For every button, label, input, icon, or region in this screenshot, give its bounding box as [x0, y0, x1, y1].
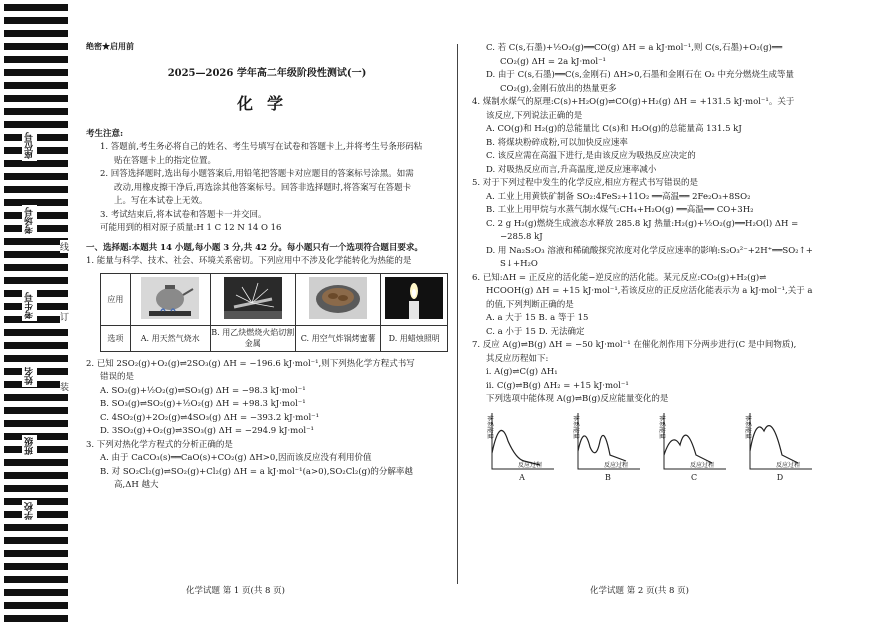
graph-axes: [750, 413, 812, 469]
graph-axes: [578, 413, 640, 469]
graph-energy-curve: [578, 435, 626, 461]
option-c: C. 用空气炸锅烤蜜薯: [295, 325, 380, 351]
question-line: 错误的是: [100, 372, 135, 382]
graph-axes: [664, 413, 726, 469]
question-1: 1. 能量与科学、技术、社会、环境关系密切。下列应用中不涉及化学能转化为热能的是: [86, 256, 412, 266]
binding-stripe: [4, 56, 68, 63]
binding-stripe: [4, 69, 68, 76]
binding-stripe: [4, 472, 68, 479]
question-line: ⅱ. C(g)⇌B(g) ΔH₂ = +15 kJ·mol⁻¹: [486, 380, 629, 391]
note-line: 可能用到的相对原子质量:H 1 C 12 N 14 O 16: [100, 223, 282, 233]
question-line: D. 用 Na₂S₂O₃ 溶液和稀硫酸探究浓度对化学反应速率的影响:S₂O₃²⁻+2H⁺══SO₂↑+: [486, 245, 813, 256]
exam-notes: [86, 128, 448, 236]
graph-option-label: A: [519, 472, 525, 482]
graph-ylabel: 体系能量: [744, 414, 751, 439]
question-line: 该反应,下列说法正确的是: [486, 110, 583, 121]
question-line: D. 由于 C(s,石墨)══C(s,金刚石) ΔH>0,石墨和金刚石在 O₂ 中充分燃烧生成等量: [486, 70, 795, 80]
binding-line-char: 装: [60, 380, 69, 393]
note-line: 改动,用橡皮擦干净后,再选涂其他答案标号。回答非选择题时,将答案写在答题卡: [114, 182, 412, 193]
binding-stripe: [4, 485, 68, 492]
graph-option-label: B: [605, 472, 611, 482]
binding-stripe: [4, 82, 68, 89]
binding-stripe: [4, 264, 68, 271]
questions-3-7: [472, 42, 834, 407]
binding-stripe: [4, 17, 68, 24]
graph-option-label: D: [776, 472, 784, 482]
binding-stripe: [4, 524, 68, 531]
table-head-application: 应用: [101, 273, 131, 325]
question-1-table: [100, 273, 448, 352]
note-line: 上。写在本试卷上无效。: [114, 196, 208, 206]
binding-stripe: [4, 589, 68, 596]
pic-airfryer: [295, 273, 380, 325]
binding-stripe: [4, 108, 68, 115]
question-line: A. SO₂(g)+½O₂(g)⇌SO₃(g) ΔH = −98.3 kJ·mol⁻¹: [100, 385, 306, 396]
binding-stripe: [4, 95, 68, 102]
binding-stripe: [4, 407, 68, 414]
note-line: 贴在答题卡上的指定位置。: [114, 155, 217, 166]
binding-line-char: 线: [60, 240, 69, 253]
question-line: D. 3SO₂(g)+O₂(g)⇌3SO₃(g) ΔH = −294.9 kJ·mol⁻¹: [100, 426, 314, 436]
question-line: CO₂(g) ΔH = 2a kJ·mol⁻¹: [500, 56, 606, 67]
pic-candle: [381, 273, 448, 325]
binding-stripe: [4, 342, 68, 349]
binding-stripe: [4, 4, 68, 11]
question-line: C. a 小于 15 D. 无法确定: [486, 326, 585, 337]
binding-stripe: [4, 459, 68, 466]
welding-sparks-icon: [224, 277, 282, 319]
energy-graph-a: [484, 411, 560, 482]
energy-graph-c: [656, 411, 732, 482]
question-line: 5. 对于下列过程中发生的化学反应,相应方程式书写错误的是: [472, 178, 699, 188]
binding-field-label: 考生号: [22, 290, 37, 321]
secret-mark: 绝密★启用前: [86, 41, 134, 51]
note-line: 考生注意:: [86, 128, 124, 139]
binding-field-label: 姓名: [22, 365, 37, 387]
page-1: [86, 40, 448, 580]
questions-2-3: [86, 358, 448, 493]
binding-stripe: [4, 186, 68, 193]
table-head-option: 选项: [101, 325, 131, 351]
binding-stripe: [4, 355, 68, 362]
binding-stripe: [4, 420, 68, 427]
graph-xlabel: 反应过程: [604, 461, 629, 469]
binding-stripe: [4, 43, 68, 50]
binding-stripe: [4, 394, 68, 401]
binding-stripe: [4, 160, 68, 167]
note-line: 1. 答题前,考生务必将自己的姓名、考生号填写在试卷和答题卡上,并将考生号条形码粘: [100, 142, 423, 152]
footer-page-2: 化学试题 第 2 页(共 8 页): [590, 586, 689, 596]
question-line: C. 2 g H₂(g)燃烧生成液态水释放 285.8 kJ 热量:H₂(g)+½O₂(g)══H₂O(l) ΔH =: [486, 218, 799, 229]
option-d: D. 用蜡烛照明: [381, 325, 448, 351]
binding-stripe: [4, 238, 68, 245]
air-fryer-icon: [309, 277, 367, 319]
question-line: ⅰ. A(g)⇌C(g) ΔH₁: [486, 367, 558, 377]
binding-stripe: [4, 277, 68, 284]
question-line: 下列选项中能体现 A(g)⇌B(g)反应能量变化的是: [486, 394, 669, 404]
question-line: 其反应历程如下:: [486, 353, 549, 364]
pic-kettle: [130, 273, 210, 325]
question-line: −285.8 kJ: [500, 232, 543, 242]
question-line: C. 4SO₂(g)+2O₂(g)⇌4SO₃(g) ΔH = −393.2 kJ·mol⁻¹: [100, 412, 320, 423]
note-line: 3. 考试结束后,将本试卷和答题卡一并交回。: [100, 209, 267, 220]
question-line: D. 对吸热反应而言,升高温度,逆反应速率减小: [486, 164, 657, 175]
binding-stripe: [4, 329, 68, 336]
exam-title: 2025—2026 学年高二年级阶段性测试(一): [167, 67, 367, 79]
graph-option-label: C: [690, 472, 698, 482]
graph-ylabel: 体系能量: [658, 414, 665, 439]
question-line: A. CO(g)和 H₂(g)的总能量比 C(s)和 H₂O(g)的总能量高 131.5 kJ: [486, 124, 742, 134]
binding-stripe: [4, 121, 68, 128]
question-line: 6. 已知:ΔH = 正反应的活化能−逆反应的活化能。某元反应:CO₂(g)+H₂(g)⇌: [472, 272, 767, 283]
option-b: B. 用乙炔燃烧火焰切割金属: [210, 325, 295, 351]
graph-xlabel: 反应过程: [518, 461, 543, 469]
binding-line-char: 订: [60, 310, 69, 323]
question-line: A. a 大于 15 B. a 等于 15: [486, 313, 589, 323]
question-line: 3. 下列对热化学方程式的分析正确的是: [86, 439, 233, 450]
binding-stripe: [4, 550, 68, 557]
binding-field-label: 班级: [22, 435, 37, 457]
energy-graphs: [472, 411, 834, 482]
footer-page-1: 化学试题 第 1 页(共 8 页): [186, 586, 285, 596]
question-line: B. SO₃(g)⇌SO₂(g)+½O₂(g) ΔH = +98.3 kJ·mol⁻¹: [100, 399, 306, 409]
question-line: A. 工业上用黄铁矿制备 SO₂:4FeS₂+11O₂ ══高温══ 2Fe₂O₃+8SO₂: [486, 191, 751, 202]
question-line: 4. 煤制水煤气的原理:C(s)+H₂O(g)⇌CO(g)+H₂(g) ΔH = +131.5 kJ·mol⁻¹。关于: [472, 97, 795, 107]
graph-xlabel: 反应过程: [776, 461, 801, 469]
binding-stripe: [4, 615, 68, 622]
question-line: 2. 已知 2SO₂(g)+O₂(g)⇌2SO₃(g) ΔH = −196.6 kJ·mol⁻¹,则下列热化学方程式书写: [86, 358, 415, 369]
subject-title: 化学: [236, 93, 297, 113]
binding-stripe: [4, 173, 68, 180]
graph-xlabel: 反应过程: [690, 461, 715, 469]
binding-stripe: [4, 537, 68, 544]
binding-field-label: 座位号: [22, 130, 37, 161]
page-divider: [457, 44, 458, 584]
graph-energy-curve: [750, 425, 798, 462]
binding-stripe: [4, 563, 68, 570]
question-line: 高,ΔH 越大: [114, 480, 159, 490]
section-heading: 一、选择题:本题共 14 小题,每小题 3 分,共 42 分。每小题只有一个选项符合题目要求。: [86, 242, 423, 253]
question-line: CO₂(g),金刚石放出的热量更多: [500, 83, 617, 94]
question-line: 7. 反应 A(g)⇌B(g) ΔH = −50 kJ·mol⁻¹ 在催化剂作用下分两步进行(C 是中间物质),: [472, 340, 797, 350]
page-2: [472, 42, 834, 582]
binding-stripe: [4, 576, 68, 583]
question-line: S↓+H₂O: [500, 259, 538, 269]
graph-energy-curve: [492, 430, 540, 465]
question-line: C. 若 C(s,石墨)+½O₂(g)══CO(g) ΔH = a kJ·mol⁻¹,则 C(s,石墨)+O₂(g)══: [486, 43, 783, 53]
energy-graph-d: [742, 411, 818, 482]
graph-ylabel: 体系能量: [486, 414, 493, 439]
option-a: A. 用天然气烧水: [130, 325, 210, 351]
energy-graph-b: [570, 411, 646, 482]
kettle-on-gas-icon: [141, 277, 199, 319]
graph-energy-curve: [664, 435, 712, 463]
graph-ylabel: 体系能量: [572, 414, 579, 439]
candle-icon: [385, 277, 443, 319]
binding-field-label: 学校: [22, 500, 37, 522]
question-line: C. 该反应需在高温下进行,是由该反应为吸热反应决定的: [486, 151, 696, 161]
note-line: 2. 回答选择题时,选出每小题答案后,用铅笔把答题卡对应题目的答案标号涂黑。如需: [100, 169, 414, 179]
question-line: 的值,下列判断正确的是: [486, 299, 574, 310]
binding-field-label: 考场号: [22, 205, 37, 236]
binding-stripe: [4, 30, 68, 37]
pic-cutting: [210, 273, 295, 325]
binding-stripe: [4, 251, 68, 258]
question-line: HCOOH(g) ΔH = +15 kJ·mol⁻¹,若该反应的正反应活化能表示为 a kJ·mol⁻¹,关于 a: [486, 286, 813, 296]
question-line: B. 将煤块粉碎成粉,可以加快反应速率: [486, 137, 628, 148]
question-line: B. 工业上用甲烷与水蒸气制水煤气:CH₄+H₂O(g) ══高温══ CO+3H₂: [486, 205, 754, 215]
question-line: B. 对 SO₂Cl₂(g)⇌SO₂(g)+Cl₂(g) ΔH = a kJ·mol⁻¹(a>0),SO₂Cl₂(g)的分解率越: [100, 466, 413, 477]
binding-stripe: [4, 602, 68, 609]
question-line: A. 由于 CaCO₃(s)══CaO(s)+CO₂(g) ΔH>0,因而该反应没有利用价值: [100, 453, 372, 463]
